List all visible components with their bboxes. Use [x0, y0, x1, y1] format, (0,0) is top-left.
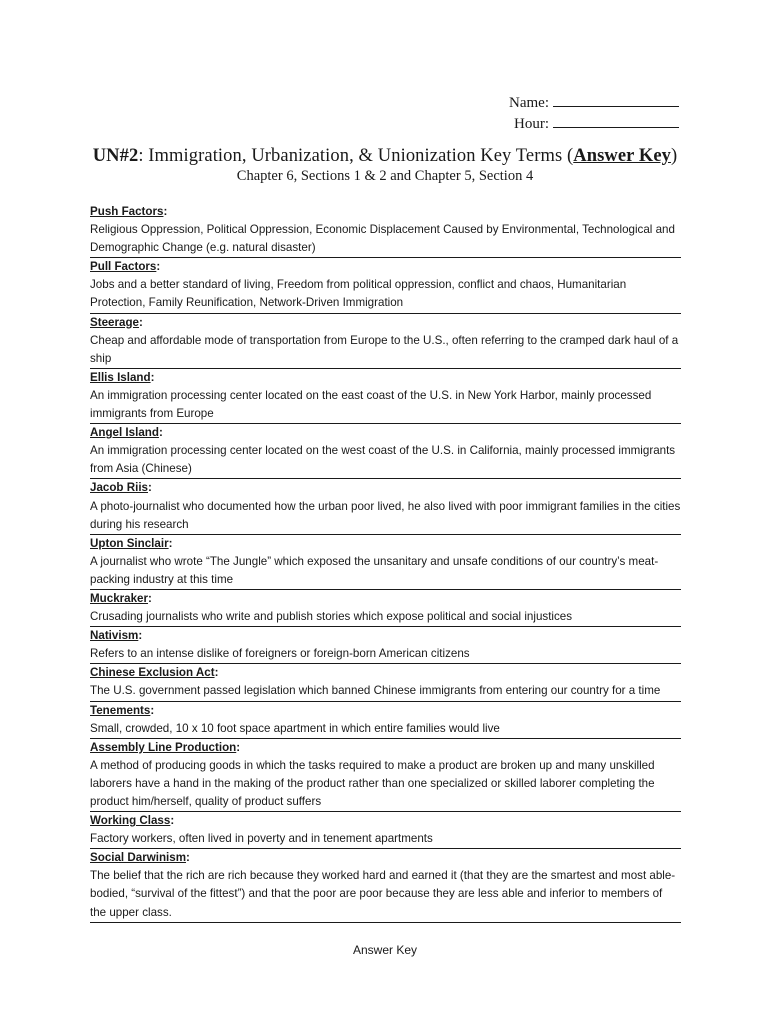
term-colon: :: [150, 703, 155, 717]
term-colon: :: [148, 481, 152, 495]
term-heading: [90, 535, 681, 553]
term-heading: [90, 664, 681, 682]
term-heading: [90, 739, 681, 757]
term-name: Ellis Island: [90, 370, 151, 384]
term-entry: [90, 258, 681, 313]
term-name: Upton Sinclair: [90, 536, 169, 550]
student-info-fields: [509, 92, 679, 134]
page-subtitle: Chapter 6, Sections 1 & 2 and Chapter 5, Section 4: [236, 168, 534, 184]
term-colon: :: [236, 740, 241, 754]
title-close: ): [671, 146, 678, 166]
term-heading: [90, 812, 681, 830]
term-colon: :: [214, 666, 219, 680]
term-heading: [90, 203, 681, 221]
term-name: Chinese Exclusion Act: [90, 666, 215, 680]
term-name: Social Darwinism: [90, 851, 187, 865]
term-name: Tenements: [90, 703, 151, 717]
term-heading: [90, 258, 681, 276]
term-name: Working Class: [90, 814, 171, 828]
term-definition: A photo-journalist who documented how the urban poor lived, he also lived with poor immigrant families in the cities during his research: [90, 499, 681, 531]
term-definition: Jobs and a better standard of living, Freedom from political oppression, conflict and chaos, Humanitarian Protection, Family Reunification, Network-Driven Immigration: [90, 278, 627, 310]
footer-label: Answer Key: [352, 943, 418, 957]
term-definition: An immigration processing center located on the east coast of the U.S. in New York Harbor, mainly processed immigrants from Europe: [90, 388, 652, 421]
key-terms-list: [90, 203, 681, 923]
term-colon: :: [150, 370, 155, 384]
term-entry: [90, 664, 681, 701]
term-entry: [90, 314, 681, 369]
term-definition: An immigration processing center located on the west coast of the U.S. in California, mainly processed immigrants from Asia (Chinese): [90, 444, 676, 476]
term-name: Pull Factors: [90, 260, 157, 274]
unit-number: UN#2: [92, 146, 139, 166]
term-definition: A method of producing goods in which the tasks required to make a product are broken up and many unskilled laborers have a hand in the making of the product rather than one specialized or skilled laborer completing the product him/herself, quality of product suffers: [90, 758, 655, 808]
term-definition: Crusading journalists who write and publish stories which expose political and social injustices: [90, 610, 573, 624]
term-definition: A journalist who wrote “The Jungle” which exposed the unsanitary and unsafe conditions of our country’s meat-packing industry at this time: [90, 554, 659, 586]
term-heading: [90, 702, 681, 720]
term-definition: Refers to an intense dislike of foreigners or foreign-born American citizens: [90, 647, 470, 661]
term-entry: [90, 369, 681, 424]
term-entry: [90, 849, 681, 922]
page-title: [0, 146, 770, 167]
answer-key-label: Answer Key: [573, 146, 672, 166]
term-definition: Factory workers, often lived in poverty and in tenement apartments: [90, 832, 433, 846]
term-colon: :: [163, 205, 168, 218]
term-heading: [90, 369, 681, 387]
term-name: Steerage: [90, 315, 139, 329]
term-entry: [90, 203, 681, 258]
hour-field-row: [509, 113, 679, 134]
term-definition: Cheap and affordable mode of transportation from Europe to the U.S., often referring to the cramped dark haul of a ship: [90, 333, 679, 365]
term-colon: :: [158, 426, 163, 440]
term-entry: [90, 739, 681, 812]
term-entry: [90, 424, 681, 479]
term-entry: [90, 479, 681, 534]
term-entry: [90, 812, 681, 849]
term-colon: :: [138, 629, 143, 643]
term-colon: :: [138, 315, 143, 329]
term-heading: [90, 479, 681, 497]
term-colon: :: [186, 851, 190, 865]
name-field-row: [509, 92, 679, 113]
term-heading: [90, 424, 681, 442]
term-heading: [90, 590, 681, 608]
term-heading: [90, 627, 681, 645]
term-definition: Small, crowded, 10 x 10 foot space apartment in which entire families would live: [90, 721, 500, 735]
term-name: Angel Island: [90, 426, 159, 440]
term-colon: :: [156, 260, 161, 274]
term-colon: :: [168, 536, 173, 550]
hour-label: Hour:: [514, 116, 549, 132]
term-name: Assembly Line Production: [90, 740, 237, 754]
term-definition: Religious Oppression, Political Oppression, Economic Displacement Caused by Environmental, Technological and Demographic Change (e.g. natural disaster): [90, 223, 675, 255]
hour-blank-line[interactable]: [553, 113, 679, 128]
term-heading: [90, 314, 681, 332]
term-name: Jacob Riis: [90, 481, 148, 495]
term-definition: The U.S. government passed legislation which banned Chinese immigrants from entering our country for a time: [90, 684, 661, 698]
term-entry: [90, 590, 681, 627]
term-colon: :: [148, 591, 152, 605]
term-name: Muckraker: [90, 591, 149, 605]
term-entry: [90, 702, 681, 739]
term-colon: :: [170, 814, 175, 828]
title-text: : Immigration, Urbanization, & Unionization Key Terms (: [138, 146, 574, 166]
term-heading: [90, 849, 681, 867]
term-name: Nativism: [90, 629, 139, 643]
term-entry: [90, 535, 681, 590]
name-label: Name:: [509, 95, 549, 111]
term-entry: [90, 627, 681, 664]
term-definition: The belief that the rich are rich because they worked hard and earned it (that they are the smartest and most able-bodied, “survival of the fittest”) and that the poor are poor because they are less able and inferior to members of the upper class.: [90, 869, 676, 919]
term-name: Push Factors: [90, 205, 164, 218]
name-blank-line[interactable]: [553, 92, 679, 107]
